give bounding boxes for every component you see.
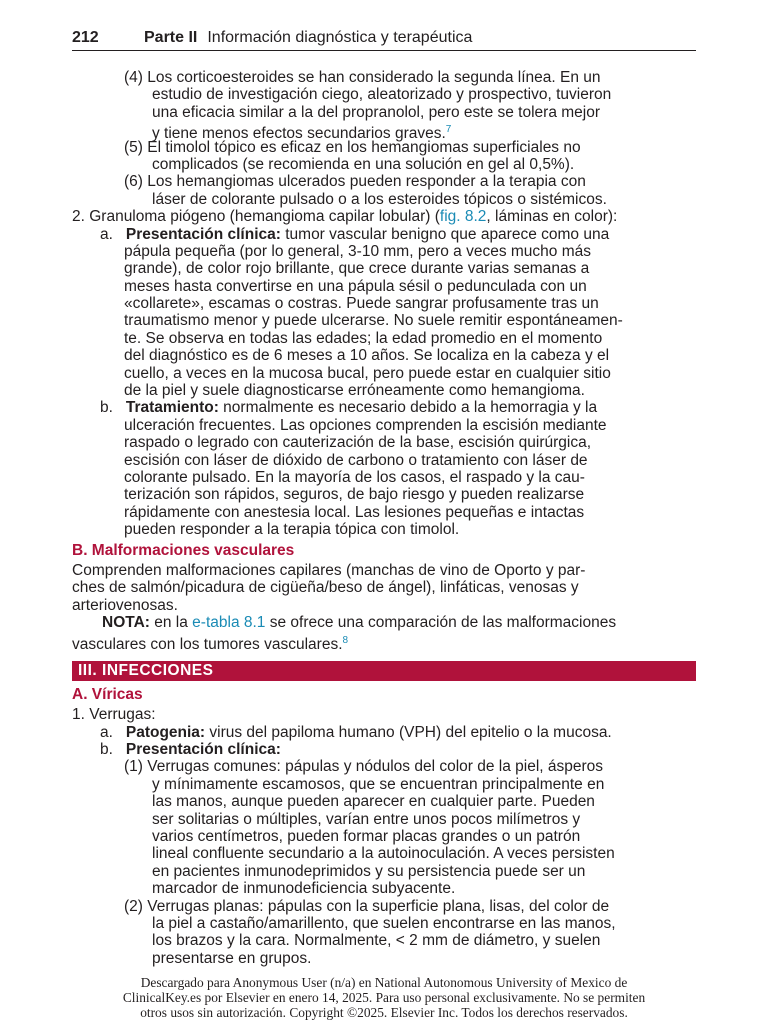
footer-line: ClinicalKey.es por Elsevier en enero 14, 2025. Para uso personal exclusivamente. No se permiten <box>122 990 646 1005</box>
list-line: y tiene menos efectos secundarios graves.$^7$ <box>152 124 452 143</box>
download-footer <box>20 975 748 1020</box>
note-line: NOTA: en la e-tabla 8.1 se ofrece una comparación de las malformaciones <box>102 614 617 632</box>
paragraph-line: pueden responder a la terapia tópica con timolol. <box>124 521 460 539</box>
paragraph-line: ulceración frecuentes. Las opciones comprenden la escisión mediante <box>124 416 607 434</box>
reference-link[interactable]: 8 <box>342 634 349 646</box>
list-line: y mínimamente escamosos, que se encuentran principalmente en <box>152 775 605 793</box>
list-line: presentarse en grupos. <box>152 949 312 967</box>
paragraph-line: Comprenden malformaciones capilares (manchas de vino de Oporto y par- <box>72 561 586 579</box>
list-line: (4) Los corticoesteroides se han considerado la segunda línea. En un <box>124 69 601 86</box>
reference-link[interactable]: 7 <box>445 124 452 136</box>
paragraph-line: pápula pequeña (por lo general, 3-10 mm, pero a veces mucho más <box>124 242 591 260</box>
list-line: ser solitarias o múltiples, varían entre unos pocos milímetros y <box>152 810 581 828</box>
paragraph-line: cuello, a veces en la mucosa bucal, pero puede estar en cualquier sitio <box>124 364 611 382</box>
part-label: Parte II <box>144 29 198 46</box>
section-heading-malformaciones: B. Malformaciones vasculares <box>72 541 295 559</box>
paragraph-line: grande), de color rojo brillante, que crece durante varias semanas a <box>124 260 590 278</box>
paragraph-line: arteriovenosas. <box>72 596 178 614</box>
list-line: marcador de inmunodeficiencia subyacente. <box>152 880 456 898</box>
footer-line: Descargado para Anonymous User (n/a) en National Autonomous University of Mexico de <box>140 975 628 990</box>
paragraph-line: ches de salmón/picadura de cigüeña/beso de ángel), linfáticas, venosas y <box>72 579 579 597</box>
section-heading-viricas: A. Víricas <box>72 685 143 703</box>
list-line: los brazos y la cara. Normalmente, < 2 mm de diámetro, y suelen <box>152 932 601 950</box>
paragraph-line: «collarete», escamas o costras. Puede sangrar profusamente tras un <box>124 295 599 313</box>
running-header <box>72 28 696 51</box>
paragraph-line: traumatismo menor y puede ulcerarse. No suele remitir espontáneamen- <box>124 312 623 330</box>
list-line: láser de colorante pulsado o a los esteroides tópicos o sistémicos. <box>152 190 607 208</box>
paragraph-line: terización son rápidos, seguros, de bajo riesgo y pueden realizarse <box>124 486 585 504</box>
list-line: la piel a castaño/amarillento, que suelen encontrarse en las manos, <box>152 914 616 932</box>
list-line: (5) El timolol tópico es eficaz en los hemangiomas superficiales no <box>124 138 581 156</box>
list-line: (1) Verrugas comunes: pápulas y nódulos del color de la piel, ásperos <box>124 758 604 776</box>
paragraph-line: te. Se observa en todas las edades; la edad promedio en el momento <box>124 329 603 347</box>
list-line: las manos, aunque pueden aparecer en cualquier parte. Pueden <box>152 793 595 811</box>
list-line: en pacientes inmunodeprimidos y su persistencia puede ser un <box>152 862 586 880</box>
sub-item-patogenia: a. Patogenia: virus del papiloma humano (VPH) del epitelio o la mucosa. <box>100 723 612 741</box>
sub-item-presentacion: a. Presentación clínica: tumor vascular benigno que aparece como una <box>100 225 610 243</box>
list-line: una eficacia similar a la del propranolol, pero este se tolera mejor <box>152 103 601 121</box>
note-label: NOTA: <box>102 614 150 632</box>
list-item-granuloma: 2. Granuloma piógeno (hemangioma capilar lobular) (fig. 8.2, láminas en color): <box>72 208 618 226</box>
paragraph-line: escisión con láser de dióxido de carbono o tratamiento con láser de <box>124 451 588 469</box>
list-line: complicados (se recomienda en una solución en gel al 0,5%). <box>152 155 575 173</box>
paragraph-line: de la piel y suele diagnosticarse erróneamente como hemangioma. <box>124 382 585 400</box>
list-line: (2) Verrugas planas: pápulas con la superficie plana, lisas, del color de <box>124 897 610 915</box>
list-line: estudio de investigación ciego, aleatorizado y prospectivo, tuvieron <box>152 86 612 104</box>
list-line: (6) Los hemangiomas ulcerados pueden responder a la terapia con <box>124 173 586 191</box>
paragraph-line: colorante pulsado. En la mayoría de los casos, el raspado y la cau- <box>124 468 585 486</box>
page-number: 212 <box>72 29 99 46</box>
paragraph-line: del diagnóstico es de 6 meses a 10 años. Se localiza en la cabeza y el <box>124 347 610 365</box>
section-bar-infecciones: III. INFECCIONES <box>72 661 696 681</box>
page-body <box>72 69 696 967</box>
paragraph-line: rápidamente con anestesia local. Las lesiones pequeñas e intactas <box>124 503 585 521</box>
list-line: lineal confluente secundario a la autoinoculación. A veces persisten <box>152 845 615 863</box>
list-line: varios centímetros, pueden formar placas grandes o un patrón <box>152 828 581 846</box>
paragraph-line: raspado o legrado con cauterización de la base, escisión quirúrgica, <box>124 434 592 452</box>
table-link[interactable]: e-tabla 8.1 <box>192 614 266 632</box>
figure-link[interactable]: fig. 8.2 <box>439 208 487 226</box>
paragraph-line: meses hasta convertirse en una pápula sésil o pedunculada con un <box>124 277 587 295</box>
footer-line: otros usos sin autorización. Copyright ©2025. Elsevier Inc. Todos los derechos reservados. <box>140 1005 628 1020</box>
header-title: Información diagnóstica y terapéutica <box>207 29 473 46</box>
list-item-verrugas: 1. Verrugas: <box>72 706 156 724</box>
sub-item-tratamiento: b. Tratamiento: normalmente es necesario debido a la hemorragia y la <box>100 399 598 417</box>
sub-item-presentacion-verrugas: b. Presentación clínica: <box>100 741 281 759</box>
note-line: vasculares con los tumores vasculares.$^8$ <box>72 634 349 653</box>
